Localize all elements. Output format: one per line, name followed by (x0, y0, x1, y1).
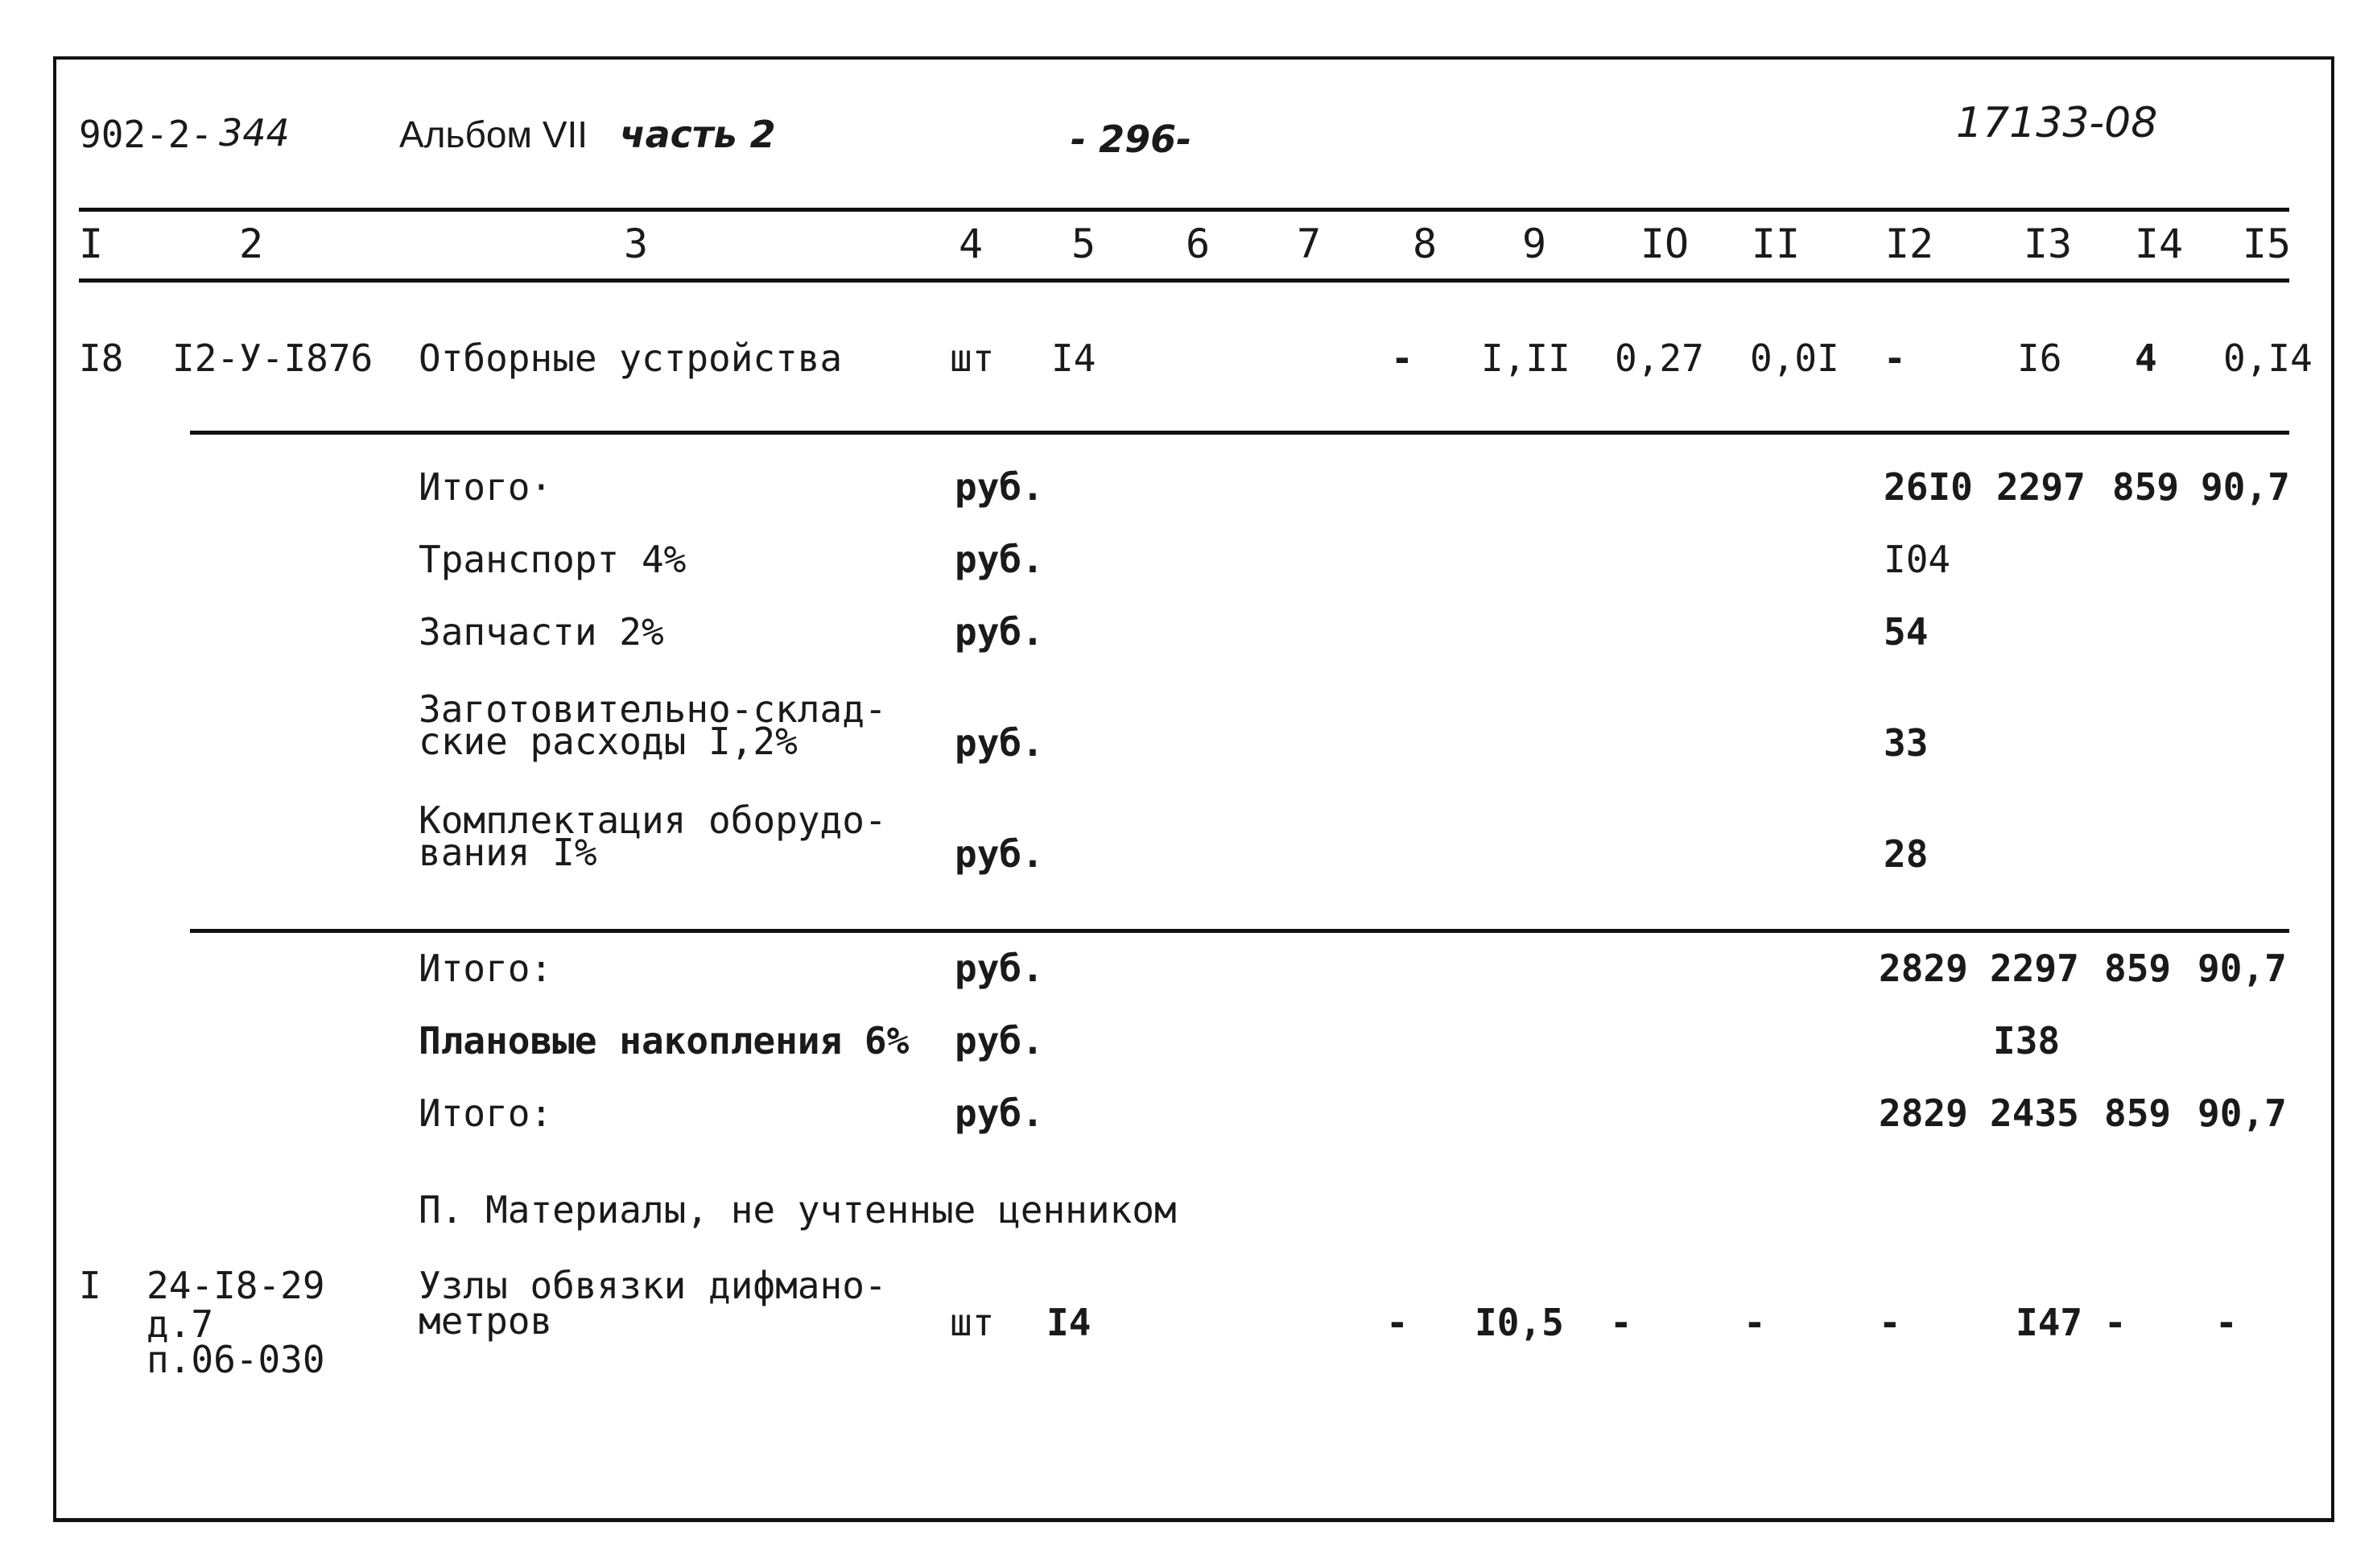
cell-col13: I6 (2017, 336, 2062, 380)
cell-col12: - (1884, 336, 1906, 380)
column-header: 7 (1296, 221, 1322, 267)
summary-col15: 90,7 (2197, 1091, 2287, 1135)
summary-unit: руб. (955, 1091, 1044, 1135)
section-rule (190, 929, 2289, 933)
summary-col13: 2297 (1990, 947, 2079, 990)
summary-col14: 859 (2112, 465, 2180, 509)
cell-name-line2: метров (419, 1299, 553, 1343)
cell-col15: - (2215, 1301, 2238, 1344)
album-label: Альбом VII (399, 113, 588, 155)
column-header: I5 (2242, 221, 2292, 267)
column-header: 4 (958, 221, 984, 267)
column-header: II (1751, 221, 1801, 267)
summary-col14: 859 (2104, 1091, 2172, 1135)
summary-unit: руб. (955, 465, 1044, 509)
summary-col12: 2829 (1879, 947, 1968, 990)
section-rule (190, 431, 2289, 435)
summary-label-line2: вания I% (419, 831, 597, 874)
summary-col12: 2829 (1879, 1091, 1968, 1135)
cell-col8: - (1386, 1301, 1409, 1344)
cell-unit: шт (950, 336, 995, 380)
column-header: I2 (1884, 221, 1934, 267)
cell-code-line3: п.06-030 (146, 1338, 325, 1381)
summary-unit: руб. (955, 721, 1044, 765)
cell-col11: - (1744, 1301, 1766, 1344)
cell-number: I8 (79, 336, 124, 380)
cell-col9: I0,5 (1475, 1301, 1564, 1344)
cell-col14: 4 (2135, 336, 2157, 380)
summary-label-line1: Комплектация оборудо- (419, 798, 887, 842)
summary-unit: руб. (955, 538, 1044, 581)
summary-label-line1: Заготовительно-склад- (419, 687, 887, 731)
cell-col10: - (1610, 1301, 1632, 1344)
summary-col12: 54 (1884, 610, 1929, 654)
page-number: - 296- (1071, 118, 1192, 161)
summary-col15: 90,7 (2201, 465, 2290, 509)
cell-code-line1: 24-I8-29 (146, 1264, 325, 1307)
summary-col13: 2435 (1990, 1091, 2079, 1135)
column-header: 2 (238, 221, 264, 267)
summary-unit: руб. (955, 947, 1044, 990)
frame-right-border (2331, 56, 2334, 1521)
summary-label: Транспорт 4% (419, 538, 687, 581)
summary-col13: 2297 (1996, 465, 2086, 509)
series-prefix: 902-2- (79, 113, 213, 156)
frame-left-border (53, 56, 56, 1521)
cell-col9: I,II (1481, 336, 1570, 380)
summary-label: Итого· (419, 465, 553, 509)
summary-col13: I38 (1993, 1019, 2061, 1063)
cell-col11: 0,0I (1750, 336, 1839, 380)
cell-col12: - (1879, 1301, 1901, 1344)
column-header: 5 (1071, 221, 1096, 267)
column-header: 3 (623, 221, 649, 267)
summary-col12: 33 (1884, 721, 1929, 765)
cell-quantity: I4 (1046, 1301, 1092, 1344)
cell-col14: - (2104, 1301, 2127, 1344)
summary-col14: 859 (2104, 947, 2172, 990)
cell-col10: 0,27 (1615, 336, 1704, 380)
cell-name: Отборные устройства (419, 336, 843, 380)
column-header: 8 (1412, 221, 1438, 267)
cell-unit: шт (950, 1301, 995, 1344)
cell-code: I2-У-I876 (172, 336, 373, 380)
frame-bottom-border (53, 1518, 2334, 1522)
cell-col13: I47 (2016, 1301, 2083, 1344)
header-top-rule (79, 208, 2289, 212)
album-part: часть 2 (620, 113, 776, 156)
column-header: I3 (2023, 221, 2073, 267)
summary-unit: руб. (955, 832, 1044, 876)
summary-unit: руб. (955, 1019, 1044, 1063)
cell-quantity: I4 (1051, 336, 1096, 380)
summary-label-line2: ские расходы I,2% (419, 720, 798, 763)
cell-col8: - (1391, 336, 1413, 380)
cell-name-line1: Узлы обвязки дифмано- (419, 1264, 887, 1307)
cell-number: I (79, 1264, 101, 1307)
summary-unit: руб. (955, 610, 1044, 654)
summary-col12: 26I0 (1884, 465, 1973, 509)
summary-label: Плановые накопления 6% (419, 1019, 910, 1063)
document-code: 17133-08 (1956, 99, 2158, 147)
section-title: П. Материалы, не учтенные ценником (419, 1188, 1177, 1232)
summary-col15: 90,7 (2197, 947, 2287, 990)
summary-label: Запчасти 2% (419, 610, 664, 654)
column-header: 9 (1521, 221, 1547, 267)
cell-code-line2: д.7 (146, 1302, 214, 1346)
column-header: I4 (2134, 221, 2184, 267)
summary-label: Итого: (419, 947, 553, 990)
summary-col12: 28 (1884, 832, 1929, 876)
cell-col15: 0,I4 (2223, 336, 2313, 380)
column-header: 6 (1185, 221, 1211, 267)
header-bottom-rule (79, 279, 2289, 283)
series-number: 344 (219, 111, 290, 155)
column-header: I (79, 221, 104, 267)
summary-label: Итого: (419, 1091, 553, 1135)
frame-top-border (53, 56, 2334, 60)
summary-col12: I04 (1884, 538, 1951, 581)
column-header: IO (1640, 221, 1690, 267)
